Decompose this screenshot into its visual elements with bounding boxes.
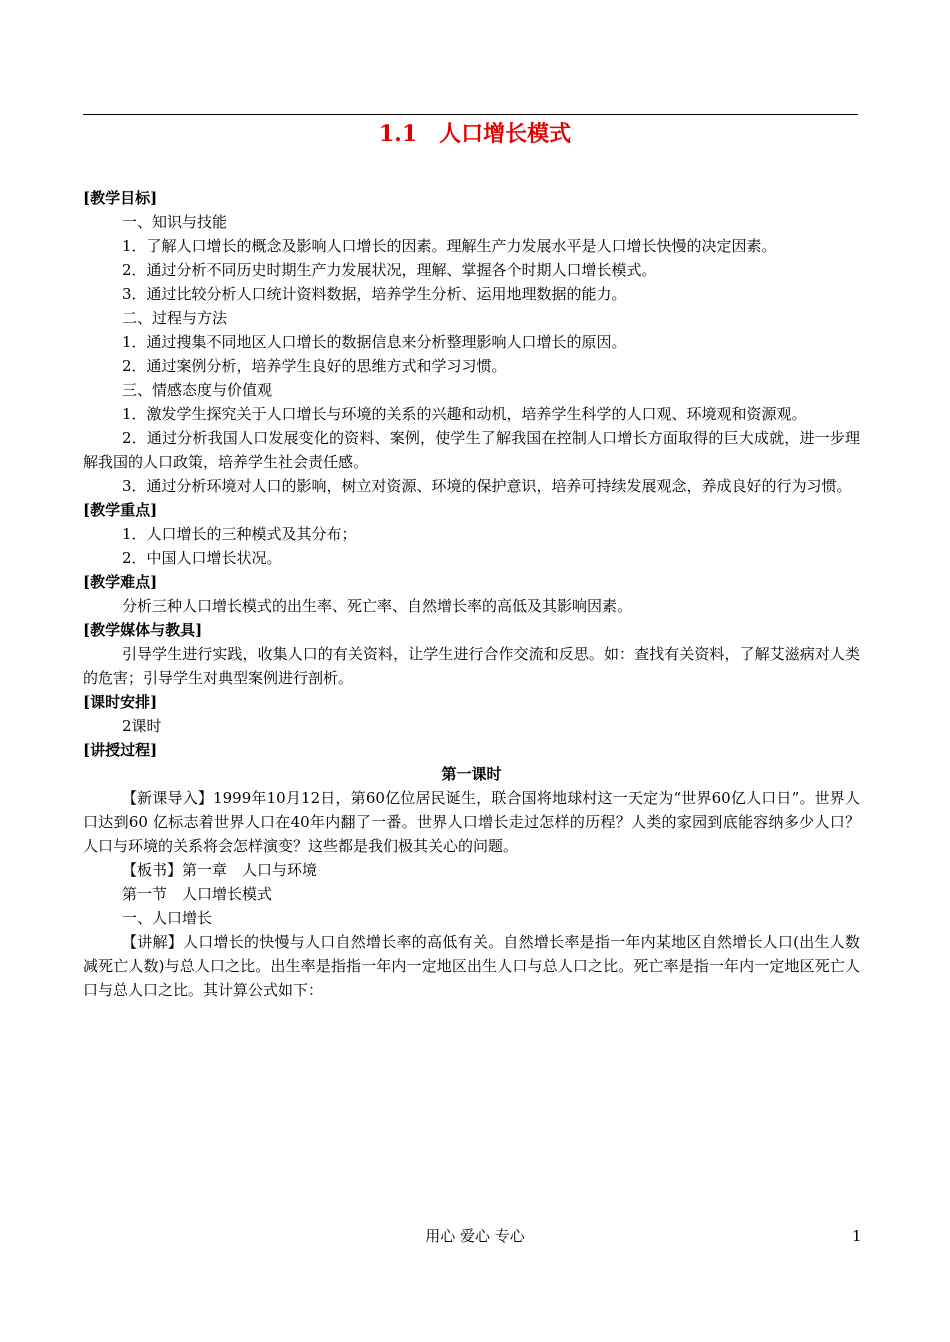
page-number: 1 bbox=[852, 1227, 862, 1245]
paragraph: 分析三种人口增长模式的出生率、死亡率、自然增长率的高低及其影响因素。 bbox=[122, 597, 633, 615]
paragraph: 2．通过案例分析，培养学生良好的思维方式和学习习惯。 bbox=[122, 357, 507, 375]
page-footer: 用心 爱心 专心 bbox=[425, 1227, 525, 1245]
paragraph: 三、情感态度与价值观 bbox=[122, 381, 273, 399]
paragraph: 2．通过分析我国人口发展变化的资料、案例，使学生了解我国在控制人口增长方面取得的巨大成就，进一步理解我国的人口政策，培养学生社会责任感。 bbox=[83, 429, 860, 471]
paragraph: 2课时 bbox=[122, 717, 162, 735]
paragraph: 1．激发学生探究关于人口增长与环境的关系的兴趣和动机，培养学生科学的人口观、环境观和资源观。 bbox=[122, 405, 807, 423]
paragraph: 一、知识与技能 bbox=[122, 213, 228, 231]
paragraph: 【板书】第一章 人口与环境 bbox=[122, 861, 318, 879]
paragraph: 2．中国人口增长状况。 bbox=[122, 549, 282, 567]
section-heading: [教学目标] bbox=[83, 189, 158, 207]
section-heading: [教学难点] bbox=[83, 573, 158, 591]
section-heading: [教学重点] bbox=[83, 501, 158, 519]
section-heading: [讲授过程] bbox=[83, 741, 158, 759]
section-heading: [教学媒体与教具] bbox=[83, 621, 203, 639]
paragraph: 二、过程与方法 bbox=[122, 309, 228, 327]
page-title: 1.1 人口增长模式 bbox=[378, 121, 572, 147]
paragraph: 2．通过分析不同历史时期生产力发展状况，理解、掌握各个时期人口增长模式。 bbox=[122, 261, 657, 279]
paragraph: 【讲解】人口增长的快慢与人口自然增长率的高低有关。自然增长率是指一年内某地区自然增长人口(出生人数减死亡人数)与总人口之比。出生率是指指一年内一定地区出生人口与总人口之比。死亡率是指一年内一定地区死亡人口与总人口之比。其计算公式如下： bbox=[83, 933, 860, 999]
lesson-heading: 第一课时 bbox=[441, 765, 502, 783]
paragraph: 1．人口增长的三种模式及其分布； bbox=[122, 525, 357, 543]
paragraph: 3．通过比较分析人口统计资料数据，培养学生分析、运用地理数据的能力。 bbox=[122, 285, 627, 303]
header-rule bbox=[83, 114, 858, 115]
paragraph: 引导学生进行实践，收集人口的有关资料，让学生进行合作交流和反思。如：查找有关资料，了解艾滋病对人类的危害；引导学生对典型案例进行剖析。 bbox=[83, 645, 860, 687]
paragraph: 第一节 人口增长模式 bbox=[122, 885, 273, 903]
paragraph: 一、人口增长 bbox=[122, 909, 213, 927]
paragraph: 3．通过分析环境对人口的影响，树立对资源、环境的保护意识，培养可持续发展观念，养成良好的行为习惯。 bbox=[122, 477, 852, 495]
section-heading: [课时安排] bbox=[83, 693, 158, 711]
document-body bbox=[83, 186, 860, 1002]
paragraph: 1．通过搜集不同地区人口增长的数据信息来分析整理影响人口增长的原因。 bbox=[122, 333, 627, 351]
paragraph: 【新课导入】1999年10月12日，第60亿位居民诞生，联合国将地球村这一天定为“世界60亿人口日”。世界人口达到60 亿标志着世界人口在40年内翻了一番。世界人口增长走过怎样的历程？人类的家园到底能容纳多少人口？人口与环境的关系将会怎样演变？这些都是我们极其关心的问题。 bbox=[83, 789, 860, 855]
paragraph: 1．了解人口增长的概念及影响人口增长的因素。理解生产力发展水平是人口增长快慢的决定因素。 bbox=[122, 237, 777, 255]
